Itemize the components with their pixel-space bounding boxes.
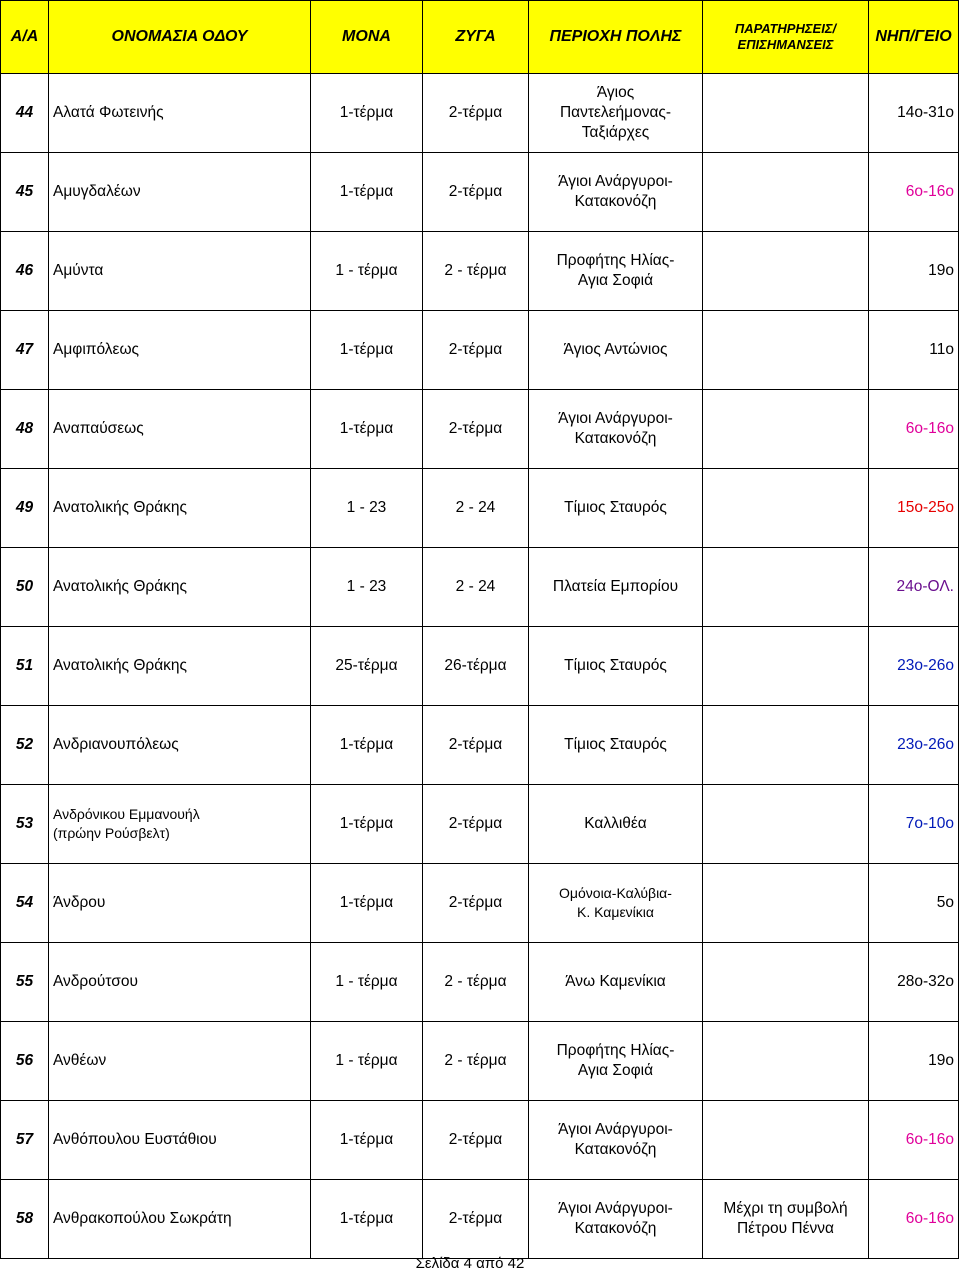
city-area [529, 548, 703, 627]
row-number: 55 [1, 943, 49, 1022]
even-numbers: 2 - τέρμα [423, 1022, 529, 1101]
kindergarten: 19ο [869, 232, 959, 311]
page-footer [0, 1255, 960, 1272]
row-number: 45 [1, 153, 49, 232]
city-area [529, 469, 703, 548]
city-area-line: Πλατεία Εμπορίου [552, 578, 679, 595]
street-name [49, 785, 311, 864]
header-notes-line1: ΠΑΡΑΤΗΡΗΣΕΙΣ/ [734, 21, 837, 36]
even-numbers: 2 - τέρμα [423, 943, 529, 1022]
kindergarten: 14ο-31ο [869, 74, 959, 153]
notes [703, 153, 869, 232]
odd-numbers: 1 - τέρμα [311, 1022, 423, 1101]
notes [703, 864, 869, 943]
even-numbers: 2-τέρμα [423, 1101, 529, 1180]
city-area-line: Άγιοι Ανάργυροι- [558, 173, 673, 190]
city-area-line: Άγιοι Ανάργυροι- [558, 1121, 673, 1138]
kindergarten: 19ο [869, 1022, 959, 1101]
table-row [1, 706, 959, 785]
street-name [49, 1180, 311, 1259]
street-name [49, 1101, 311, 1180]
city-area-line: Παντελεήμονας- [559, 104, 672, 121]
row-number: 47 [1, 311, 49, 390]
odd-numbers: 1-τέρμα [311, 864, 423, 943]
header-notes [703, 1, 869, 74]
odd-numbers: 1-τέρμα [311, 706, 423, 785]
street-name-line: Αμύντα [53, 262, 104, 279]
table-row [1, 390, 959, 469]
kindergarten: 28ο-32ο [869, 943, 959, 1022]
row-number: 49 [1, 469, 49, 548]
notes [703, 943, 869, 1022]
page-number: Σελίδα 4 από 42 [415, 1255, 525, 1272]
row-number: 44 [1, 74, 49, 153]
street-name-line: Ανδρόνικου Εμμανουήλ [53, 806, 200, 822]
notes [703, 627, 869, 706]
row-number: 48 [1, 390, 49, 469]
city-area-line: Άγιος [596, 84, 635, 101]
street-name [49, 74, 311, 153]
city-area [529, 1101, 703, 1180]
city-area [529, 1022, 703, 1101]
even-numbers: 2-τέρμα [423, 153, 529, 232]
kindergarten: 6ο-16ο [869, 153, 959, 232]
table-row [1, 548, 959, 627]
odd-numbers: 25-τέρμα [311, 627, 423, 706]
even-numbers: 2-τέρμα [423, 1180, 529, 1259]
header-row [1, 1, 959, 74]
city-area-line: Αγια Σοφιά [577, 272, 654, 289]
street-name [49, 706, 311, 785]
street-name-line: Ανατολικής Θράκης [53, 657, 188, 674]
city-area-line: Κατακονόζη [574, 193, 657, 210]
even-numbers: 2 - τέρμα [423, 232, 529, 311]
street-name [49, 548, 311, 627]
header-mona: ΜΟΝΑ [311, 1, 423, 74]
kindergarten: 7ο-10ο [869, 785, 959, 864]
header-zyga: ΖΥΓΑ [423, 1, 529, 74]
notes [703, 1180, 869, 1259]
street-name-line: Άνδρου [53, 894, 106, 911]
city-area-line: Κατακονόζη [574, 430, 657, 447]
table-row [1, 1022, 959, 1101]
city-area-line: Άνω Καμενίκια [565, 973, 666, 990]
city-area [529, 232, 703, 311]
city-area-line: Προφήτης Ηλίας- [556, 252, 675, 269]
notes [703, 311, 869, 390]
odd-numbers: 1-τέρμα [311, 311, 423, 390]
odd-numbers: 1 - 23 [311, 548, 423, 627]
city-area [529, 627, 703, 706]
even-numbers: 26-τέρμα [423, 627, 529, 706]
table-row [1, 232, 959, 311]
city-area-line: Προφήτης Ηλίας- [556, 1042, 675, 1059]
kindergarten: 6ο-16ο [869, 1101, 959, 1180]
street-name [49, 469, 311, 548]
table-row [1, 785, 959, 864]
city-area-line: Άγιοι Ανάργυροι- [558, 1200, 673, 1217]
street-name [49, 943, 311, 1022]
odd-numbers: 1 - τέρμα [311, 232, 423, 311]
notes [703, 706, 869, 785]
city-area [529, 785, 703, 864]
table-row [1, 943, 959, 1022]
odd-numbers: 1-τέρμα [311, 390, 423, 469]
street-name-line: (πρώην Ρούσβελτ) [53, 825, 170, 841]
table-row [1, 469, 959, 548]
header-street: ΟΝΟΜΑΣΙΑ ΟΔΟΥ [49, 1, 311, 74]
odd-numbers: 1-τέρμα [311, 1101, 423, 1180]
even-numbers: 2-τέρμα [423, 390, 529, 469]
odd-numbers: 1-τέρμα [311, 785, 423, 864]
street-name [49, 390, 311, 469]
city-area [529, 943, 703, 1022]
odd-numbers: 1 - 23 [311, 469, 423, 548]
row-number: 53 [1, 785, 49, 864]
street-name-line: Αμυγδαλέων [53, 183, 141, 200]
city-area-line: Κ. Καμενίκια [577, 904, 654, 920]
street-name [49, 1022, 311, 1101]
kindergarten: 6ο-16ο [869, 1180, 959, 1259]
city-area-line: Άγιοι Ανάργυροι- [558, 410, 673, 427]
table-row [1, 153, 959, 232]
row-number: 52 [1, 706, 49, 785]
kindergarten: 23ο-26ο [869, 627, 959, 706]
row-number: 57 [1, 1101, 49, 1180]
odd-numbers: 1-τέρμα [311, 153, 423, 232]
city-area-line: Κατακονόζη [574, 1141, 657, 1158]
even-numbers: 2-τέρμα [423, 311, 529, 390]
notes [703, 232, 869, 311]
kindergarten: 24ο-ΟΛ. [869, 548, 959, 627]
street-name-line: Ανθρακοπούλου Σωκράτη [53, 1210, 232, 1227]
kindergarten: 5ο [869, 864, 959, 943]
table-row [1, 1180, 959, 1259]
notes [703, 1022, 869, 1101]
row-number: 58 [1, 1180, 49, 1259]
city-area-line: Άγιος Αντώνιος [563, 341, 668, 358]
even-numbers: 2-τέρμα [423, 785, 529, 864]
city-area [529, 1180, 703, 1259]
kindergarten: 11ο [869, 311, 959, 390]
table-row [1, 74, 959, 153]
odd-numbers: 1-τέρμα [311, 1180, 423, 1259]
street-name-line: Ανθόπουλου Ευστάθιου [53, 1131, 217, 1148]
city-area-line: Ταξιάρχες [581, 124, 650, 141]
street-name [49, 627, 311, 706]
city-area-line: Καλλιθέα [584, 815, 647, 832]
city-area [529, 706, 703, 785]
notes [703, 469, 869, 548]
header-area: ΠΕΡΙΟΧΗ ΠΟΛΗΣ [529, 1, 703, 74]
header-notes-line2: ΕΠΙΣΗΜΑΝΣΕΙΣ [737, 37, 834, 52]
street-name-line: Αμφιπόλεως [53, 341, 140, 358]
street-name-line: Αλατά Φωτεινής [53, 104, 164, 121]
notes [703, 785, 869, 864]
even-numbers: 2 - 24 [423, 548, 529, 627]
street-name-line: Ανατολικής Θράκης [53, 578, 188, 595]
notes [703, 1101, 869, 1180]
odd-numbers: 1 - τέρμα [311, 943, 423, 1022]
even-numbers: 2-τέρμα [423, 864, 529, 943]
street-name [49, 153, 311, 232]
street-name-line: Ανδρούτσου [53, 973, 138, 990]
city-area-line: Κατακονόζη [574, 1220, 657, 1237]
row-number: 46 [1, 232, 49, 311]
city-area-line: Ομόνοια-Καλύβια- [559, 885, 672, 901]
street-name-line: Ανδριανουπόλεως [53, 736, 179, 753]
notes-line: Μέχρι τη συμβολή [723, 1200, 848, 1217]
city-area-line: Τίμιος Σταυρός [564, 736, 667, 753]
street-name-line: Ανατολικής Θράκης [53, 499, 188, 516]
row-number: 51 [1, 627, 49, 706]
table-row [1, 311, 959, 390]
city-area [529, 311, 703, 390]
table-row [1, 1101, 959, 1180]
kindergarten: 6ο-16ο [869, 390, 959, 469]
kindergarten: 15ο-25ο [869, 469, 959, 548]
street-name [49, 864, 311, 943]
city-area [529, 864, 703, 943]
notes [703, 74, 869, 153]
city-area-line: Τίμιος Σταυρός [564, 657, 667, 674]
city-area [529, 153, 703, 232]
notes [703, 390, 869, 469]
table-row [1, 627, 959, 706]
street-name-line: Ανθέων [53, 1052, 107, 1069]
table-body [1, 74, 959, 1259]
header-aa: Α/Α [1, 1, 49, 74]
row-number: 54 [1, 864, 49, 943]
row-number: 50 [1, 548, 49, 627]
notes-line: Πέτρου Πέννα [736, 1220, 834, 1237]
city-area-line: Αγια Σοφιά [577, 1062, 654, 1079]
row-number: 56 [1, 1022, 49, 1101]
city-area-line: Τίμιος Σταυρός [564, 499, 667, 516]
street-name [49, 311, 311, 390]
city-area [529, 74, 703, 153]
city-area [529, 390, 703, 469]
odd-numbers: 1-τέρμα [311, 74, 423, 153]
table-row [1, 864, 959, 943]
header-school: ΝΗΠ/ΓΕΙΟ [869, 1, 959, 74]
even-numbers: 2-τέρμα [423, 706, 529, 785]
street-name [49, 232, 311, 311]
even-numbers: 2-τέρμα [423, 74, 529, 153]
street-name-line: Αναπαύσεως [53, 420, 144, 437]
notes [703, 548, 869, 627]
kindergarten: 23ο-26ο [869, 706, 959, 785]
even-numbers: 2 - 24 [423, 469, 529, 548]
